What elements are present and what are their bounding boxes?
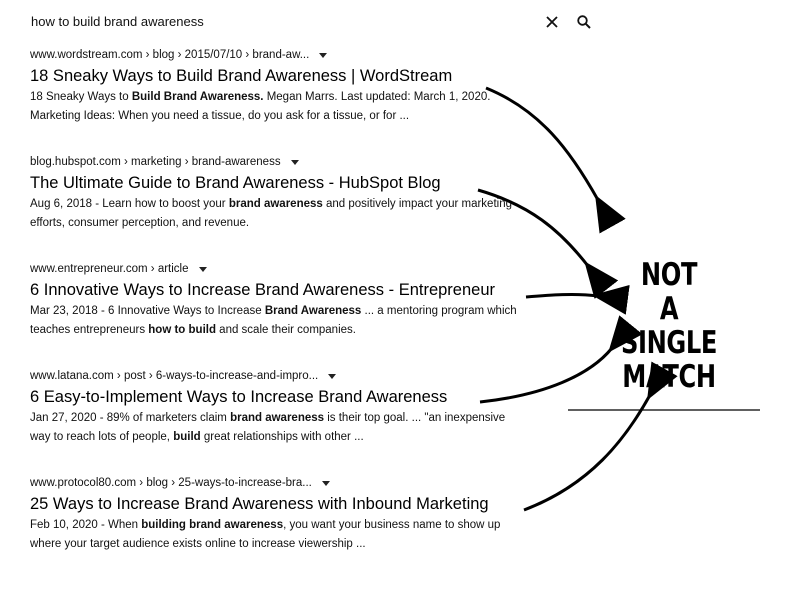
- result-title[interactable]: 25 Ways to Increase Brand Awareness with Inbound Marketing: [30, 495, 489, 513]
- result-url-text: www.latana.com › post › 6-ways-to-increase-and-impro...: [30, 370, 319, 382]
- search-result: [30, 46, 590, 153]
- result-title[interactable]: 6 Innovative Ways to Increase Brand Awareness - Entrepreneur: [30, 281, 495, 299]
- snippet-text: and positively impact your marketing: [322, 198, 512, 210]
- result-snippet: [30, 409, 570, 447]
- search-result: [30, 153, 590, 260]
- caret-down-icon[interactable]: [319, 53, 327, 58]
- search-input[interactable]: how to build brand awareness: [31, 14, 204, 29]
- annotation-line: MATCH: [622, 359, 716, 395]
- snippet-highlight: brand awareness: [230, 412, 325, 424]
- result-snippet: [30, 195, 570, 233]
- result-snippet: [30, 88, 570, 126]
- annotation-label: [618, 258, 719, 394]
- snippet-text: efforts, consumer perception, and revenue.: [30, 217, 250, 229]
- snippet-text: Aug 6, 2018 - Learn how to boost your: [30, 198, 229, 210]
- result-snippet: [30, 302, 570, 340]
- snippet-text: Mar 23, 2018 - 6 Innovative Ways to Increase: [30, 305, 265, 317]
- caret-down-icon[interactable]: [328, 374, 336, 379]
- snippet-highlight: build: [173, 431, 201, 443]
- result-url-text: www.wordstream.com › blog › 2015/07/10 › brand-aw...: [30, 49, 310, 61]
- snippet-text: 18 Sneaky Ways to: [30, 91, 132, 103]
- snippet-text: Jan 27, 2020 - 89% of marketers claim: [30, 412, 231, 424]
- search-result: [30, 260, 590, 367]
- snippet-text: way to reach lots of people,: [30, 431, 174, 443]
- result-url[interactable]: [30, 153, 590, 171]
- result-url[interactable]: [30, 46, 590, 64]
- result-url-text: www.entrepreneur.com › article: [30, 263, 189, 275]
- snippet-text: Feb 10, 2020 - When: [30, 519, 142, 531]
- snippet-text: Megan Marrs. Last updated: March 1, 2020.: [263, 91, 491, 103]
- result-title[interactable]: 6 Easy-to-Implement Ways to Increase Brand Awareness: [30, 388, 448, 406]
- result-url[interactable]: [30, 367, 590, 385]
- result-url-text: www.protocol80.com › blog › 25-ways-to-increase-bra...: [30, 477, 312, 489]
- result-url-text: blog.hubspot.com › marketing › brand-awareness: [30, 156, 281, 168]
- search-result: [30, 367, 590, 474]
- search-icon[interactable]: [572, 10, 596, 34]
- close-icon[interactable]: [540, 10, 564, 34]
- snippet-highlight: Brand Awareness: [264, 305, 362, 317]
- search-result: [30, 474, 590, 581]
- snippet-text: is their top goal. ... "an inexpensive: [324, 412, 506, 424]
- result-snippet: [30, 516, 570, 554]
- caret-down-icon[interactable]: [322, 481, 330, 486]
- snippet-text: Marketing Ideas: When you need a tissue, do you ask for a tissue, or for ...: [30, 110, 410, 122]
- search-results: [30, 46, 590, 581]
- snippet-text: great relationships with other ...: [200, 431, 364, 443]
- snippet-text: and scale their companies.: [215, 324, 356, 336]
- annotation-line: A SINGLE: [620, 291, 718, 361]
- result-url[interactable]: [30, 260, 590, 278]
- snippet-text: , you want your business name to show up: [283, 519, 501, 531]
- snippet-highlight: brand awareness: [228, 198, 323, 210]
- result-title[interactable]: 18 Sneaky Ways to Build Brand Awareness | WordStream: [30, 67, 453, 85]
- caret-down-icon[interactable]: [291, 160, 299, 165]
- caret-down-icon[interactable]: [199, 267, 207, 272]
- result-title[interactable]: The Ultimate Guide to Brand Awareness - HubSpot Blog: [30, 174, 441, 192]
- annotation-line: NOT: [640, 257, 698, 293]
- snippet-text: where your target audience exists online to increase viewership ...: [30, 538, 366, 550]
- snippet-text: ... a mentoring program which: [361, 305, 517, 317]
- snippet-highlight: how to build: [148, 324, 216, 336]
- search-bar: [0, 0, 620, 44]
- snippet-highlight: Build Brand Awareness.: [131, 91, 264, 103]
- result-url[interactable]: [30, 474, 590, 492]
- snippet-text: teaches entrepreneurs: [30, 324, 149, 336]
- snippet-highlight: building brand awareness: [141, 519, 284, 531]
